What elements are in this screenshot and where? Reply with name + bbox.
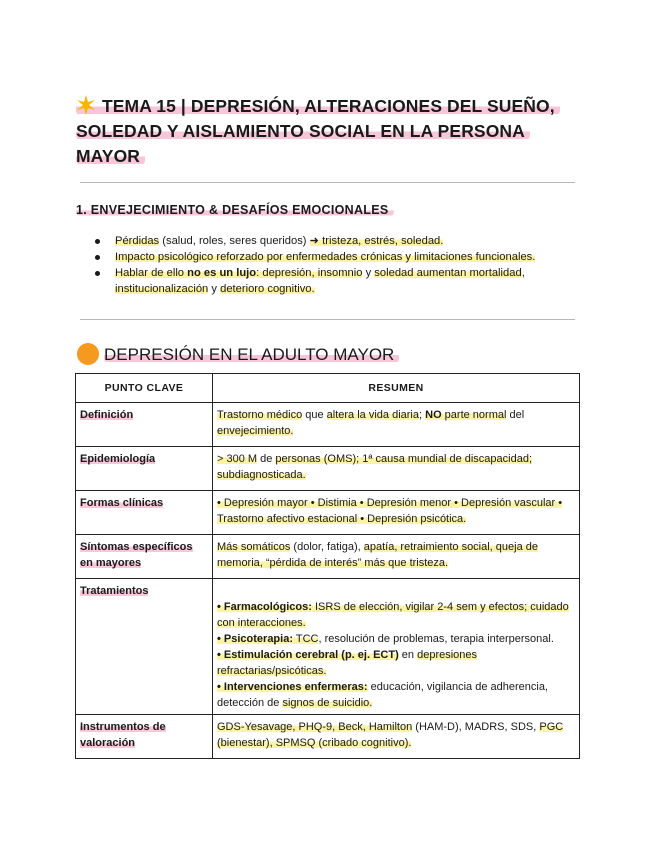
divider — [80, 182, 575, 183]
row-value: • Farmacológicos: ISRS de elección, vigilar 2-4 sem y efectos; cuidado con interacciones. • Psicoterapia: TCC, resolución de problemas, terapia interpersonal. • Estimulación cerebral (p. ej. ECT) en depresiones refractarias/psicóticas. • Intervenciones enfermeras: educación, vigilancia de adherencia, detección de signos de suicidio. — [213, 579, 580, 715]
table-header-row — [76, 374, 580, 403]
row-key: Instrumentos de valoración — [76, 715, 213, 759]
bullet-icon — [95, 255, 100, 260]
table-row — [76, 403, 580, 447]
title-line-1: TEMA 15 | DEPRESIÓN, ALTERACIONES DEL SUEÑO, — [76, 96, 560, 116]
divider — [80, 319, 575, 320]
list-item: Impacto psicológico reforzado por enfermedades crónicas y limitaciones funcionales. — [93, 249, 563, 265]
list-item: Hablar de ello no es un lujo: depresión, insomnio y soledad aumentan mortalidad, institucionalización y deterioro cognitivo. — [93, 265, 563, 297]
summary-table — [75, 373, 580, 759]
row-key: Definición — [76, 403, 213, 447]
row-key: Epidemiología — [76, 447, 213, 491]
row-value: Trastorno médico que altera la vida diaria; NO parte normal del envejecimiento. — [213, 403, 580, 447]
column-header: PUNTO CLAVE — [76, 374, 213, 403]
table-row — [76, 535, 580, 579]
bullet-list — [93, 233, 563, 297]
column-header: RESUMEN — [213, 374, 580, 403]
section-heading-envejecimiento: 1. ENVEJECIMIENTO & DESAFÍOS EMOCIONALES — [76, 203, 394, 217]
row-value: Más somáticos (dolor, fatiga), apatía, retraimiento social, queja de memoria, “pérdida de interés” más que tristeza. — [213, 535, 580, 579]
orange-circle-icon — [77, 343, 99, 365]
table-row — [76, 715, 580, 759]
row-value: • Depresión mayor • Distimia • Depresión menor • Depresión vascular • Trastorno afectivo estacional • Depresión psicótica. — [213, 491, 580, 535]
table-row — [76, 447, 580, 491]
row-value: GDS-Yesavage, PHQ-9, Beck, Hamilton (HAM-D), MADRS, SDS, PGC (bienestar), SPMSQ (cribado cognitivo). — [213, 715, 580, 759]
page-title — [76, 94, 586, 169]
row-key: Formas clínicas — [76, 491, 213, 535]
table-row — [76, 579, 580, 715]
title-line-3: MAYOR — [76, 146, 145, 166]
row-key: Síntomas específicos en mayores — [76, 535, 213, 579]
row-key: Tratamientos — [76, 579, 213, 715]
title-line-2: SOLEDAD Y AISLAMIENTO SOCIAL EN LA PERSONA — [76, 121, 530, 141]
table-row — [76, 491, 580, 535]
bullet-icon — [95, 271, 100, 276]
sparkle-star-icon — [76, 95, 96, 115]
row-value: > 300 M de personas (OMS); 1ª causa mundial de discapacidad; subdiagnosticada. — [213, 447, 580, 491]
section-heading-depresion: DEPRESIÓN EN EL ADULTO MAYOR — [77, 343, 399, 365]
bullet-icon — [95, 239, 100, 244]
list-item: Pérdidas (salud, roles, seres queridos) ➜ tristeza, estrés, soledad. — [93, 233, 563, 249]
